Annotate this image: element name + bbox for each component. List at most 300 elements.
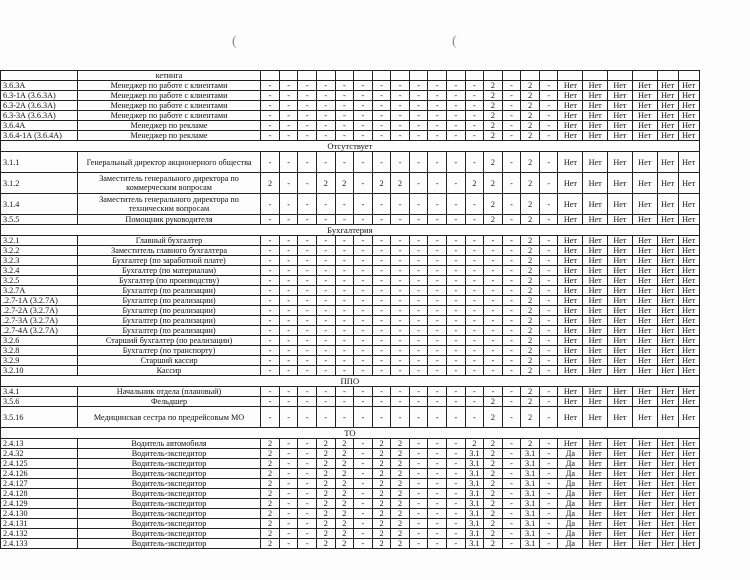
position-code: 3.4.1 [1, 387, 78, 397]
class-cell: - [335, 397, 354, 407]
class-cell: - [354, 489, 373, 499]
class-cell: - [279, 449, 298, 459]
class-cell: - [502, 194, 521, 215]
table-row [1, 121, 721, 131]
position-name: Водитель-экспедитор [77, 459, 260, 469]
section-title: Отсутствует [1, 141, 700, 152]
class-cell [372, 71, 391, 81]
class-cell: - [316, 346, 335, 356]
class-cell: - [428, 479, 447, 489]
position-code: 3.6.4А [1, 121, 78, 131]
position-code: 2.4.130 [1, 509, 78, 519]
class-cell: - [279, 509, 298, 519]
class-cell: - [465, 326, 484, 336]
class-cell: - [465, 256, 484, 266]
class-cell: - [428, 397, 447, 407]
class-cell: - [261, 276, 280, 286]
class-cell: - [539, 397, 558, 407]
class-cell: 2 [484, 173, 503, 194]
class-cell: - [447, 489, 466, 499]
class-cell: 2 [484, 397, 503, 407]
class-cell: 2 [521, 387, 540, 397]
position-code: 3.6.4-1А (3.6.4А) [1, 131, 78, 141]
flag-cell: Да [558, 479, 583, 489]
class-cell: - [447, 215, 466, 225]
class-cell: - [298, 91, 317, 101]
position-name: Старший бухгалтер (по реализации) [77, 336, 260, 346]
class-cell: - [335, 131, 354, 141]
class-cell: - [354, 449, 373, 459]
flag-cell: Нет [657, 194, 678, 215]
class-cell: - [409, 121, 428, 131]
class-cell: - [502, 81, 521, 91]
flag-cell: Нет [678, 152, 699, 173]
flag-cell: Нет [632, 326, 657, 336]
flag-cell: Нет [678, 236, 699, 246]
class-cell: - [279, 111, 298, 121]
class-cell: - [354, 529, 373, 539]
class-cell: - [502, 111, 521, 121]
class-cell: 2 [521, 439, 540, 449]
table-row [1, 306, 721, 316]
flag-cell: Нет [608, 194, 633, 215]
table-row [1, 101, 721, 111]
flag-cell: Нет [608, 276, 633, 286]
class-cell: - [391, 387, 410, 397]
class-cell: - [428, 194, 447, 215]
class-cell: - [409, 256, 428, 266]
class-cell: - [428, 539, 447, 549]
class-cell: - [447, 356, 466, 366]
flag-cell: Нет [583, 509, 608, 519]
class-cell: - [502, 539, 521, 549]
class-cell: - [502, 499, 521, 509]
flag-cell: Нет [678, 316, 699, 326]
class-cell: - [502, 236, 521, 246]
class-cell: 2 [521, 91, 540, 101]
flag-cell: Нет [558, 336, 583, 346]
class-cell: - [409, 519, 428, 529]
class-cell: - [279, 539, 298, 549]
class-cell: 3.1 [521, 529, 540, 539]
class-cell: - [279, 81, 298, 91]
class-cell: - [447, 173, 466, 194]
position-code: 3.2.7А [1, 286, 78, 296]
class-cell: - [261, 366, 280, 376]
class-cell: - [261, 194, 280, 215]
class-cell: - [409, 439, 428, 449]
position-name: Водитель-экспедитор [77, 519, 260, 529]
class-cell: 2 [521, 173, 540, 194]
class-cell: - [261, 336, 280, 346]
class-cell: - [298, 121, 317, 131]
flag-cell: Нет [608, 449, 633, 459]
class-cell [298, 71, 317, 81]
class-cell: 2 [261, 509, 280, 519]
class-cell: 2 [521, 194, 540, 215]
flag-cell: Нет [657, 91, 678, 101]
class-cell: - [279, 439, 298, 449]
class-cell: - [502, 316, 521, 326]
class-cell: - [335, 256, 354, 266]
class-cell: - [409, 131, 428, 141]
class-cell: - [335, 266, 354, 276]
class-cell: - [391, 101, 410, 111]
flag-cell: Нет [583, 489, 608, 499]
flag-cell: Нет [608, 296, 633, 306]
class-cell: 2 [261, 469, 280, 479]
class-cell: - [539, 91, 558, 101]
class-cell: - [298, 469, 317, 479]
class-cell: - [428, 469, 447, 479]
class-cell: - [354, 407, 373, 428]
class-cell: - [298, 306, 317, 316]
class-cell: - [502, 469, 521, 479]
class-cell: - [465, 81, 484, 91]
position-name: кетинга [77, 71, 260, 81]
class-cell: - [279, 326, 298, 336]
class-cell [521, 71, 540, 81]
class-cell: 2 [521, 266, 540, 276]
flag-cell: Нет [632, 111, 657, 121]
class-cell: - [428, 306, 447, 316]
flag-cell: Нет [558, 111, 583, 121]
class-cell: 2 [521, 215, 540, 225]
flag-cell: Нет [583, 479, 608, 489]
class-cell: - [279, 91, 298, 101]
class-cell: - [447, 459, 466, 469]
flag-cell: Нет [632, 356, 657, 366]
class-cell: 2 [521, 326, 540, 336]
flag-cell: Нет [678, 266, 699, 276]
table-row [1, 111, 721, 121]
flag-cell: Нет [583, 286, 608, 296]
class-cell: 2 [484, 91, 503, 101]
flag-cell: Нет [558, 236, 583, 246]
class-cell: - [447, 152, 466, 173]
class-cell: - [391, 356, 410, 366]
class-cell: - [391, 111, 410, 121]
position-code: .2.7-4А (3.2.7А) [1, 326, 78, 336]
class-cell: 2 [391, 489, 410, 499]
class-cell: 2 [261, 439, 280, 449]
table-row [1, 519, 721, 529]
class-cell: 2 [484, 469, 503, 479]
class-cell: - [428, 286, 447, 296]
class-cell: - [354, 215, 373, 225]
class-cell: - [372, 121, 391, 131]
table-row [1, 71, 721, 81]
class-cell: - [502, 479, 521, 489]
flag-cell: Нет [678, 215, 699, 225]
flag-cell: Нет [558, 91, 583, 101]
class-cell: 2 [391, 173, 410, 194]
class-cell: - [428, 407, 447, 428]
flag-cell: Нет [678, 509, 699, 519]
class-cell: 3.1 [521, 539, 540, 549]
position-code: 3.2.5 [1, 276, 78, 286]
class-cell: - [409, 236, 428, 246]
flag-cell: Нет [558, 131, 583, 141]
section-title: Бухгалтерия [1, 225, 700, 236]
class-cell: - [539, 519, 558, 529]
flag-cell: Нет [657, 387, 678, 397]
class-cell [484, 71, 503, 81]
class-cell: - [372, 276, 391, 286]
position-code: .2.7-2А (3.2.7А) [1, 306, 78, 316]
class-cell: - [447, 397, 466, 407]
class-cell: - [465, 366, 484, 376]
flag-cell: Нет [678, 91, 699, 101]
flag-cell: Нет [632, 296, 657, 306]
position-name: Помощник руководителя [77, 215, 260, 225]
class-cell: - [502, 326, 521, 336]
class-cell: - [335, 306, 354, 316]
flag-cell: Нет [608, 81, 633, 91]
class-cell [391, 71, 410, 81]
class-cell: - [409, 276, 428, 286]
class-cell: - [502, 489, 521, 499]
flag-cell: Нет [608, 256, 633, 266]
class-cell: 3.1 [521, 499, 540, 509]
class-cell: - [428, 356, 447, 366]
class-cell: - [502, 286, 521, 296]
flag-cell: Нет [657, 266, 678, 276]
class-cell: - [502, 459, 521, 469]
position-name: Бухгалтер (по заработной плате) [77, 256, 260, 266]
class-cell: - [279, 306, 298, 316]
flag-cell: Нет [608, 346, 633, 356]
class-cell: - [261, 91, 280, 101]
position-name: Медицинская сестра по предрейсовым МО [77, 407, 260, 428]
position-code: 3.2.4 [1, 266, 78, 276]
class-cell: - [279, 286, 298, 296]
class-cell: - [316, 296, 335, 306]
class-cell: - [428, 336, 447, 346]
class-cell: - [316, 387, 335, 397]
flag-cell: Нет [632, 286, 657, 296]
flag-cell: Нет [608, 356, 633, 366]
flag-cell: Нет [608, 111, 633, 121]
flag-cell: Нет [583, 296, 608, 306]
flag-cell: Нет [558, 266, 583, 276]
class-cell: - [354, 509, 373, 519]
class-cell: - [354, 236, 373, 246]
class-cell: - [484, 346, 503, 356]
class-cell: - [261, 346, 280, 356]
class-cell: - [261, 81, 280, 91]
class-cell: - [539, 387, 558, 397]
class-cell: - [428, 256, 447, 266]
class-cell: 2 [335, 529, 354, 539]
class-cell: 2 [521, 316, 540, 326]
flag-cell: Нет [678, 407, 699, 428]
class-cell: - [428, 91, 447, 101]
class-cell: - [354, 256, 373, 266]
class-cell: 2 [521, 246, 540, 256]
class-cell: - [484, 326, 503, 336]
class-cell: 2 [316, 173, 335, 194]
flag-cell: Нет [608, 316, 633, 326]
class-cell: - [484, 366, 503, 376]
class-cell: - [465, 276, 484, 286]
flag-cell: Нет [583, 469, 608, 479]
flag-cell: Нет [657, 499, 678, 509]
flag-cell: Нет [632, 469, 657, 479]
class-cell: - [335, 91, 354, 101]
class-cell: - [335, 276, 354, 286]
flag-cell: Нет [678, 336, 699, 346]
position-name: Водитель-экспедитор [77, 479, 260, 489]
class-cell: - [372, 256, 391, 266]
class-cell: - [447, 479, 466, 489]
flag-cell: Нет [657, 529, 678, 539]
flag-cell: Нет [583, 194, 608, 215]
class-cell: - [261, 316, 280, 326]
flag-cell: Нет [657, 111, 678, 121]
class-cell: 2 [391, 499, 410, 509]
position-code: 3.5.6 [1, 397, 78, 407]
flag-cell: Нет [583, 539, 608, 549]
flag-cell: Нет [657, 519, 678, 529]
flag-cell: Нет [632, 459, 657, 469]
class-cell: 2 [521, 101, 540, 111]
class-cell: - [298, 296, 317, 306]
flag-cell: Нет [657, 479, 678, 489]
class-cell: - [502, 101, 521, 111]
flag-cell: Нет [657, 215, 678, 225]
class-cell: - [502, 121, 521, 131]
class-cell: - [354, 326, 373, 336]
position-name: Менеджер по рекламе [77, 121, 260, 131]
class-cell: 2 [261, 529, 280, 539]
class-cell: - [316, 111, 335, 121]
class-cell: - [354, 356, 373, 366]
flag-cell: Нет [583, 81, 608, 91]
class-cell: - [335, 346, 354, 356]
class-cell: 2 [484, 152, 503, 173]
flag-cell: Нет [678, 449, 699, 459]
table-row [1, 346, 721, 356]
class-cell: - [298, 356, 317, 366]
class-cell: - [316, 236, 335, 246]
position-code: 3.2.1 [1, 236, 78, 246]
class-cell: - [372, 152, 391, 173]
position-name: Заместитель главного бухгалтера [77, 246, 260, 256]
class-cell: - [372, 194, 391, 215]
flag-cell: Нет [657, 286, 678, 296]
class-cell: - [447, 439, 466, 449]
class-cell: - [298, 246, 317, 256]
position-name: Бухгалтер (по производству) [77, 276, 260, 286]
flag-cell: Нет [608, 529, 633, 539]
class-cell: - [447, 326, 466, 336]
flag-cell: Нет [657, 121, 678, 131]
flag-cell: Нет [558, 296, 583, 306]
class-cell: 3.1 [465, 479, 484, 489]
flag-cell: Нет [678, 539, 699, 549]
class-cell: - [279, 469, 298, 479]
flag-cell: Нет [558, 407, 583, 428]
class-cell: - [372, 101, 391, 111]
position-code: 3.2.2 [1, 246, 78, 256]
class-cell: 2 [521, 152, 540, 173]
table-row [1, 539, 721, 549]
class-cell: - [354, 194, 373, 215]
flag-cell: Нет [678, 131, 699, 141]
class-cell: - [298, 194, 317, 215]
class-cell: - [298, 316, 317, 326]
flag-cell: Нет [678, 397, 699, 407]
class-cell: - [298, 286, 317, 296]
class-cell: - [502, 256, 521, 266]
flag-cell: Нет [583, 459, 608, 469]
class-cell: - [298, 459, 317, 469]
class-cell: - [335, 407, 354, 428]
class-cell: - [409, 449, 428, 459]
class-cell: 2 [335, 173, 354, 194]
class-cell: - [539, 152, 558, 173]
class-cell: - [428, 215, 447, 225]
position-code: 6.3-3А (3.6.3А) [1, 111, 78, 121]
class-cell: - [335, 366, 354, 376]
class-cell: 2 [484, 449, 503, 459]
class-cell: - [391, 366, 410, 376]
class-cell: - [279, 101, 298, 111]
class-cell: - [298, 326, 317, 336]
class-cell: - [261, 286, 280, 296]
class-cell: - [539, 326, 558, 336]
class-cell: - [428, 519, 447, 529]
class-cell: - [391, 276, 410, 286]
class-cell: 2 [335, 459, 354, 469]
class-cell: - [298, 173, 317, 194]
class-cell: - [316, 306, 335, 316]
flag-cell: Нет [632, 439, 657, 449]
flag-cell: Нет [558, 152, 583, 173]
flag-cell: Нет [657, 81, 678, 91]
class-cell: 2 [465, 439, 484, 449]
class-cell: 3.1 [465, 529, 484, 539]
flag-cell: Нет [632, 81, 657, 91]
flag-cell: Нет [678, 81, 699, 91]
class-cell: - [465, 316, 484, 326]
class-cell: - [354, 111, 373, 121]
table-row [1, 246, 721, 256]
class-cell: - [316, 266, 335, 276]
class-cell: - [298, 81, 317, 91]
class-cell: 2 [484, 194, 503, 215]
class-cell: 3.1 [521, 449, 540, 459]
position-name: Менеджер по работе с клиентами [77, 81, 260, 91]
class-cell: - [391, 131, 410, 141]
class-cell: - [484, 336, 503, 346]
class-cell: - [484, 236, 503, 246]
class-cell: - [465, 101, 484, 111]
flag-cell: Да [558, 489, 583, 499]
class-cell: - [335, 81, 354, 91]
flag-cell: Да [558, 499, 583, 509]
class-cell: - [428, 121, 447, 131]
class-cell: 2 [372, 479, 391, 489]
flag-cell: Нет [583, 326, 608, 336]
class-cell: - [409, 91, 428, 101]
class-cell: 2 [372, 529, 391, 539]
flag-cell: Нет [558, 276, 583, 286]
table-row [1, 499, 721, 509]
class-cell: - [447, 286, 466, 296]
class-cell: - [298, 397, 317, 407]
